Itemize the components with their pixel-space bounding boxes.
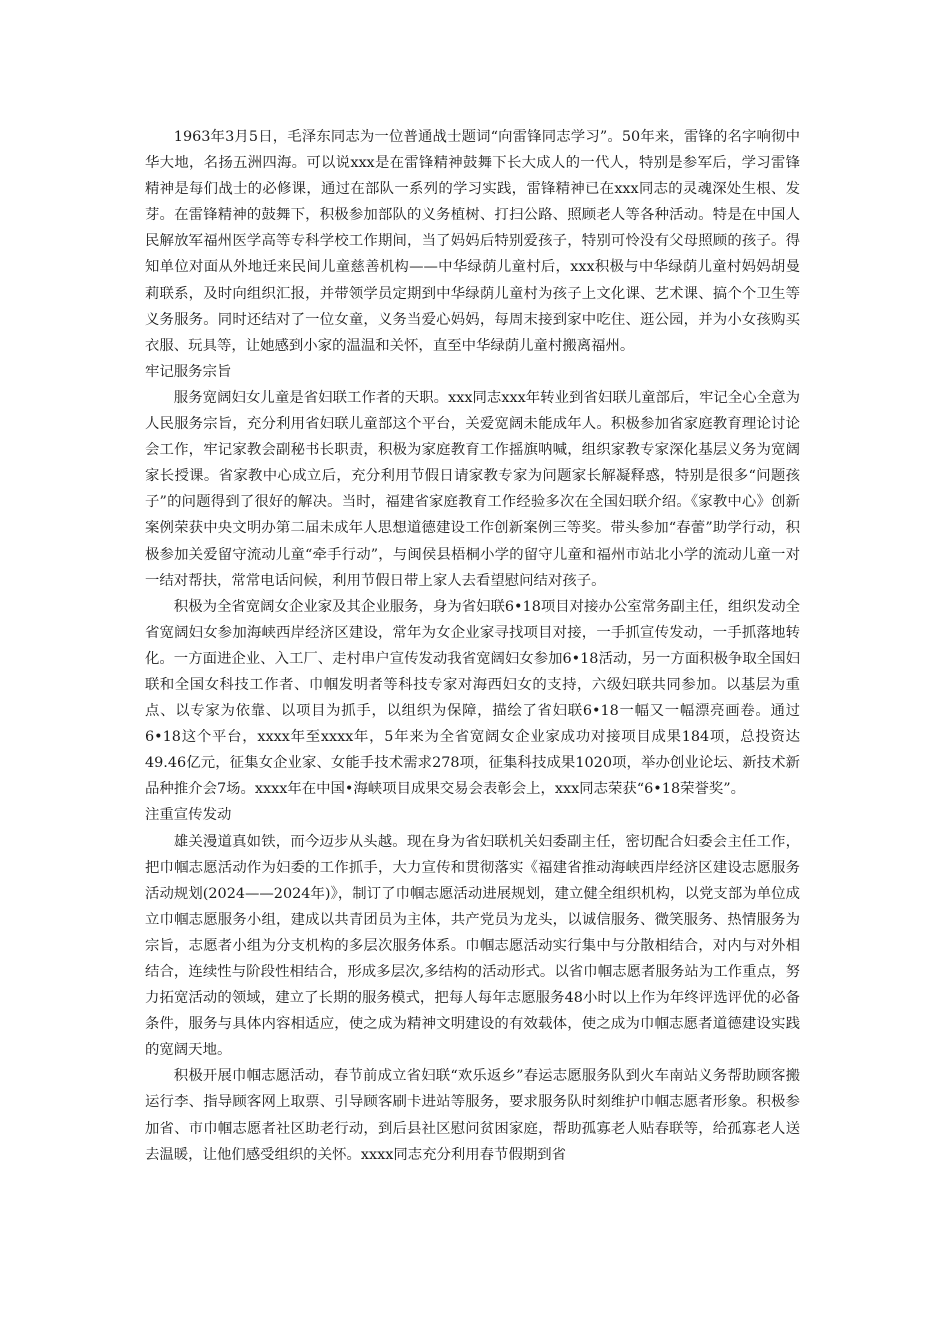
- paragraph-618-project: 积极为全省宽阔女企业家及其企业服务，身为省妇联6•18项目对接办公室常务副主任，组织发动全省宽阔妇女参加海峡西岸经济区建设，常年为女企业家寻找项目对接，一手抓宣传发动，一手抓落地转化。一方面进企业、入工厂、走村串户宣传发动我省宽阔妇女参加6•18活动，另一方面积极争取全国妇联和全国女科技工作者、巾帼发明者等科技专家对海西妇女的支持，六级妇联共同参加。以基层为重点、以专家为依靠、以项目为抓手，以组织为保障，描绘了省妇联6•18一幅又一幅漂亮画卷。通过6•18这个平台，xxxx年至xxxx年，5年来为全省宽阔女企业家成功对接项目成果184项，总投资达49.46亿元，征集女企业家、女能手技术需求278项，征集科技成果1020项，举办创业论坛、新技术新品种推介会7场。xxxx年在中国•海峡项目成果交易会表彰会上，xxx同志荣获“6•18荣誉奖”。: [145, 598, 800, 798]
- paragraph-childrens-department: 服务宽阔妇女儿童是省妇联工作者的天职。xxx同志xxx年转业到省妇联儿童部后，牢记全心全意为人民服务宗旨，充分利用省妇联儿童部这个平台，关爱宽阔未能成年人。积极参加省家庭教育理论讨论会工作，牢记家教会副秘书长职责，积极为家庭教育工作摇旗呐喊，组织家教专家深化基层义务为宽阔家长授课。省家教中心成立后，充分利用节假日请家教专家为问题家长解凝释惑，特别是很多“问题孩子”的问题得到了很好的解决。当时，福建省家庭教育工作经验多次在全国妇联介绍。《家教中心》创新案例荣获中央文明办第二届未成年人思想道德建设工作创新案例三等奖。带头参加“春蕾”助学行动，积极参加关爱留守流动儿童“牵手行动”，与闽侯县梧桐小学的留守儿童和福州市站北小学的流动儿童一对一结对帮扶，常常电话问候，利用节假日带上家人去看望慰问结对孩子。: [145, 389, 800, 589]
- paragraph-volunteer-system: 雄关漫道真如铁，而今迈步从头越。现在身为省妇联机关妇委副主任，密切配合妇委会主任工作，把巾帼志愿活动作为妇委的工作抓手，大力宣传和贯彻落实《福建省推动海峡西岸经济区建设志愿服务活动规划(2024——2024年)》，制订了巾帼志愿活动进展规划，建立健全组织机构，以党支部为单位成立巾帼志愿服务小组，建成以共青团员为主体，共产党员为龙头，以诚信服务、微笑服务、热情服务为宗旨，志愿者小组为分支机构的多层次服务体系。巾帼志愿活动实行集中与分散相结合，对内与对外相结合，连续性与阶段性相结合，形成多层次,多结构的活动形式。以省巾帼志愿者服务站为工作重点，努力拓宽活动的领域，建立了长期的服务模式，把每人每年志愿服务48小时以上作为年终评选评优的必备条件，服务与具体内容相适应，使之成为精神文明建设的有效载体，使之成为巾帼志愿者道德建设实践的宽阔天地。: [145, 833, 800, 1059]
- section-heading-service-purpose: 牢记服务宗旨: [145, 363, 232, 380]
- paragraph-volunteer-activities: 积极开展巾帼志愿活动，春节前成立省妇联“欢乐返乡”春运志愿服务队到火车南站义务帮助顾客搬运行李、指导顾客网上取票、引导顾客刷卡进站等服务，要求服务队时刻维护巾帼志愿者形象。积极参加省、市巾帼志愿者社区助老行动，到后县社区慰问贫困家庭，帮助孤寡老人贴春联等，给孤寡老人送去温暖，让他们感受组织的关怀。xxxx同志充分利用春节假期到省: [145, 1068, 800, 1163]
- document-body: [145, 124, 800, 1168]
- section-heading-publicity: 注重宣传发动: [145, 807, 232, 824]
- paragraph-leifeng-intro: 1963年3月5日，毛泽东同志为一位普通战士题词“向雷锋同志学习”。50年来，雷锋的名字响彻中华大地，名扬五洲四海。可以说xxx是在雷锋精神鼓舞下长大成人的一代人，特别是参军后，学习雷锋精神是每们战士的必修课，通过在部队一系列的学习实践，雷锋精神已在xxx同志的灵魂深处生根、发芽。在雷锋精神的鼓舞下，积极参加部队的义务植树、打扫公路、照顾老人等各种活动。特是在中国人民解放军福州医学高等专科学校工作期间，当了妈妈后特别爱孩子，特别可怜没有父母照顾的孩子。得知单位对面从外地迁来民间儿童慈善机构——中华绿荫儿童村后，xxx积极与中华绿荫儿童村妈妈胡曼莉联系，及时向组织汇报，并带领学员定期到中华绿荫儿童村为孩子上文化课、艺术课、搞个个卫生等义务服务。同时还结对了一位女童，义务当爱心妈妈，每周末接到家中吃住、逛公园，并为小女孩购买衣服、玩具等，让她感到小家的温温和关怀，直至中华绿荫儿童村搬离福州。: [145, 129, 800, 354]
